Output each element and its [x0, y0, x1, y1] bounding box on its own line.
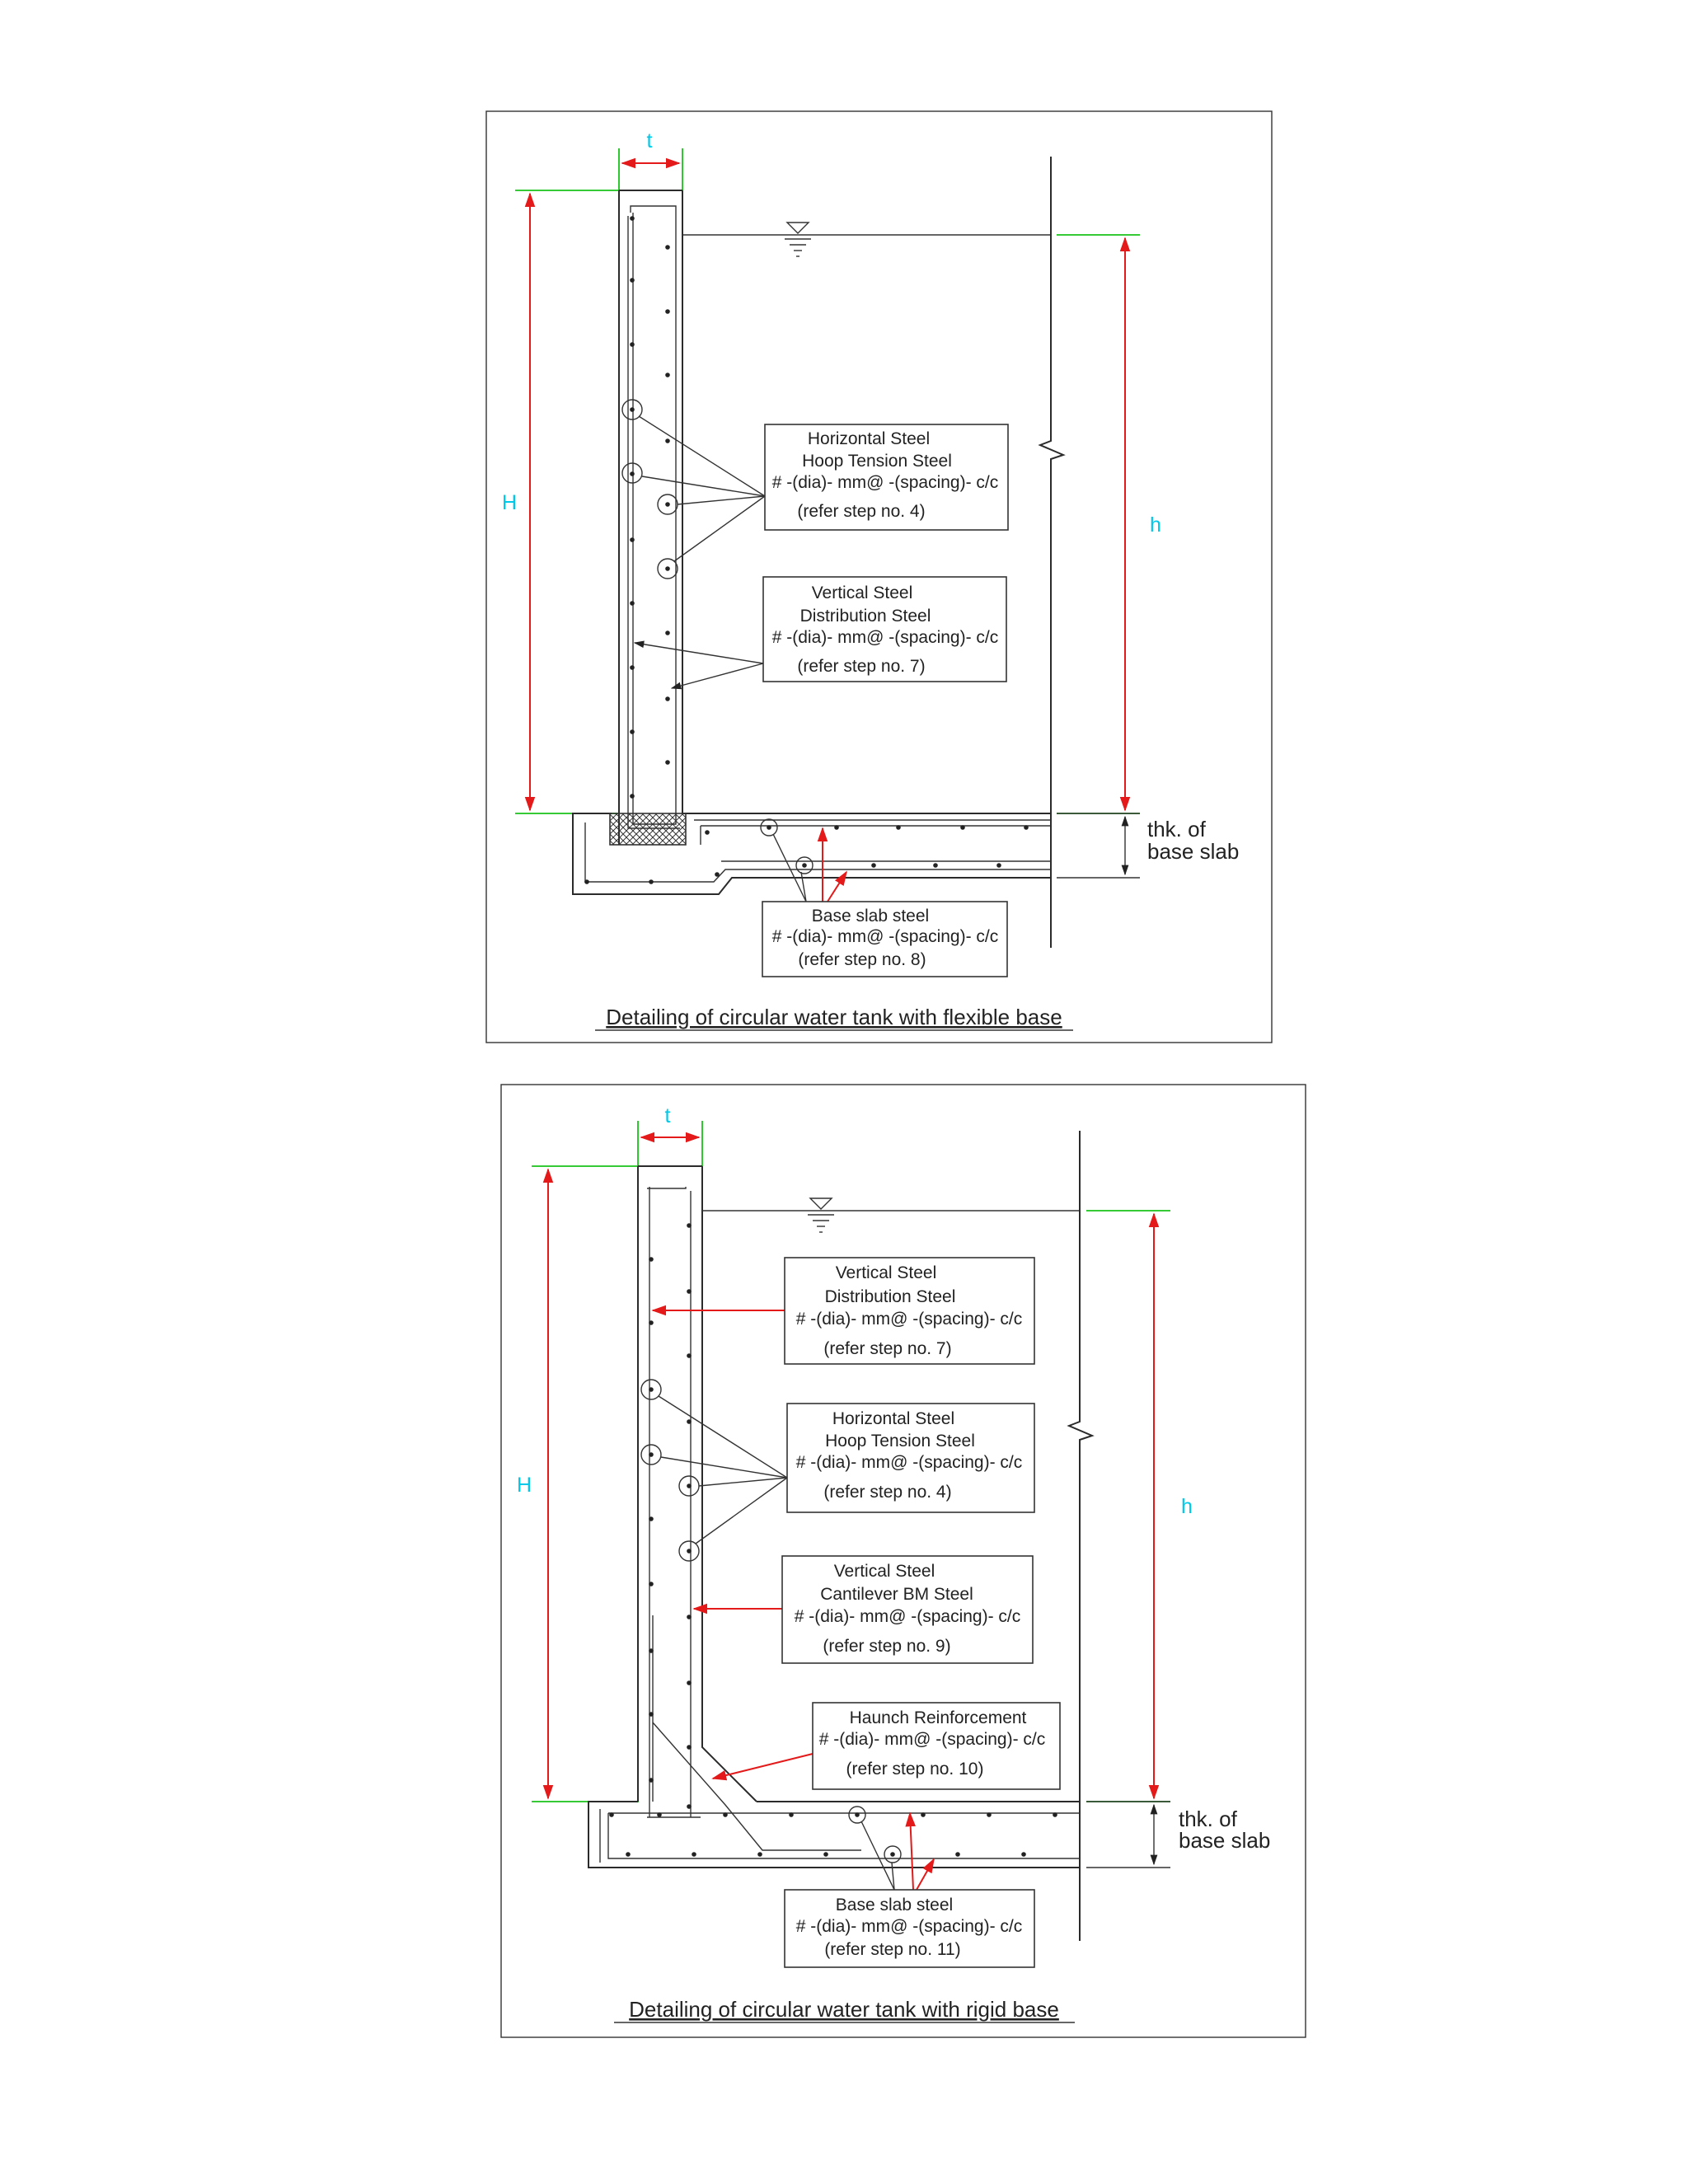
callout-text: # -(dia)- mm@ -(spacing)- c/c: [771, 927, 999, 946]
H-label: H: [501, 491, 518, 514]
slab-thk-label-2: base slab: [1147, 839, 1240, 864]
callout-distribution-steel-1: [635, 577, 1006, 688]
callout-text: Horizontal Steel: [807, 429, 931, 448]
callout-text: # -(dia)- mm@ -(spacing)- c/c: [794, 1607, 1021, 1626]
t-label: t: [646, 129, 653, 152]
h-dimension-2: [1086, 1211, 1193, 1802]
H-dimension: [502, 190, 620, 813]
callout-text: Distribution Steel: [824, 1287, 956, 1306]
callout-text: (refer step no. 9): [823, 1637, 951, 1656]
h-label: h: [1150, 513, 1161, 537]
caption-rigid: Detailing of circular water tank with rigid base: [629, 1997, 1059, 2022]
slab-thk-label-1: thk. of: [1147, 817, 1206, 841]
callout-text: Horizontal Steel: [832, 1409, 955, 1428]
callout-hoop-steel-2: [641, 1380, 1034, 1561]
callout-text: (refer step no. 7): [823, 1339, 952, 1358]
callout-text: Vertical Steel: [835, 1263, 937, 1282]
callout-text: # -(dia)- mm@ -(spacing)- c/c: [771, 473, 999, 492]
callout-text: (refer step no. 7): [797, 657, 926, 676]
slab-thickness-dimension-2: [1086, 1802, 1270, 1868]
water-level-symbol-2: [702, 1198, 1080, 1232]
callout-base-slab-steel-1: [761, 819, 1007, 977]
t-dimension-2: [638, 1104, 702, 1166]
H-dimension-2: [517, 1166, 639, 1802]
callout-text: (refer step no. 11): [824, 1940, 961, 1959]
callout-cantilever-steel: [694, 1556, 1033, 1663]
callout-text: Distribution Steel: [799, 607, 931, 626]
water-level-symbol: [682, 223, 1051, 256]
callout-text: # -(dia)- mm@ -(spacing)- c/c: [795, 1453, 1023, 1472]
callout-text: Base slab steel: [811, 907, 930, 926]
callout-base-slab-steel-2: [785, 1807, 1034, 1967]
callout-text: Haunch Reinforcement: [849, 1708, 1027, 1727]
callout-text: (refer step no. 4): [797, 502, 926, 521]
callout-text: (refer step no. 8): [798, 950, 926, 969]
h-dimension: [1057, 235, 1161, 813]
tank-wall: [619, 190, 682, 845]
H-label-2: H: [516, 1474, 532, 1497]
callout-text: Vertical Steel: [811, 583, 913, 602]
base-slab-2: [588, 1802, 1080, 1868]
callout-text: # -(dia)- mm@ -(spacing)- c/c: [795, 1917, 1023, 1936]
slab-thk-label-2b: base slab: [1179, 1828, 1271, 1853]
diagram-flexible-base: [486, 111, 1272, 1043]
callout-hoop-steel-1: [622, 400, 1008, 579]
t-label-2: t: [664, 1104, 671, 1127]
callout-haunch-reinforcement: [713, 1703, 1060, 1789]
caption-flexible: Detailing of circular water tank with flexible base: [606, 1005, 1062, 1029]
diagram-rigid-base: [501, 1085, 1306, 2037]
break-line-2: [1069, 1131, 1092, 1941]
callout-text: # -(dia)- mm@ -(spacing)- c/c: [771, 628, 999, 647]
callout-text: Hoop Tension Steel: [802, 452, 952, 471]
base-slab: [573, 813, 1051, 894]
callout-text: Vertical Steel: [833, 1562, 935, 1581]
callout-text: (refer step no. 10): [846, 1760, 984, 1779]
slab-thickness-dimension: [1057, 813, 1239, 878]
wall-bars: [630, 216, 670, 799]
slab-thk-label-2a: thk. of: [1179, 1807, 1237, 1831]
t-dimension: [619, 129, 682, 191]
break-line: [1040, 157, 1063, 948]
callout-text: Base slab steel: [835, 1896, 954, 1915]
callout-distribution-steel-2: [653, 1258, 1034, 1364]
callout-text: # -(dia)- mm@ -(spacing)- c/c: [795, 1310, 1023, 1329]
callout-text: Cantilever BM Steel: [820, 1585, 973, 1604]
callout-text: Hoop Tension Steel: [825, 1432, 975, 1451]
callout-text: (refer step no. 4): [823, 1483, 952, 1502]
h-label-2: h: [1181, 1495, 1193, 1518]
callout-text: # -(dia)- mm@ -(spacing)- c/c: [818, 1730, 1046, 1749]
